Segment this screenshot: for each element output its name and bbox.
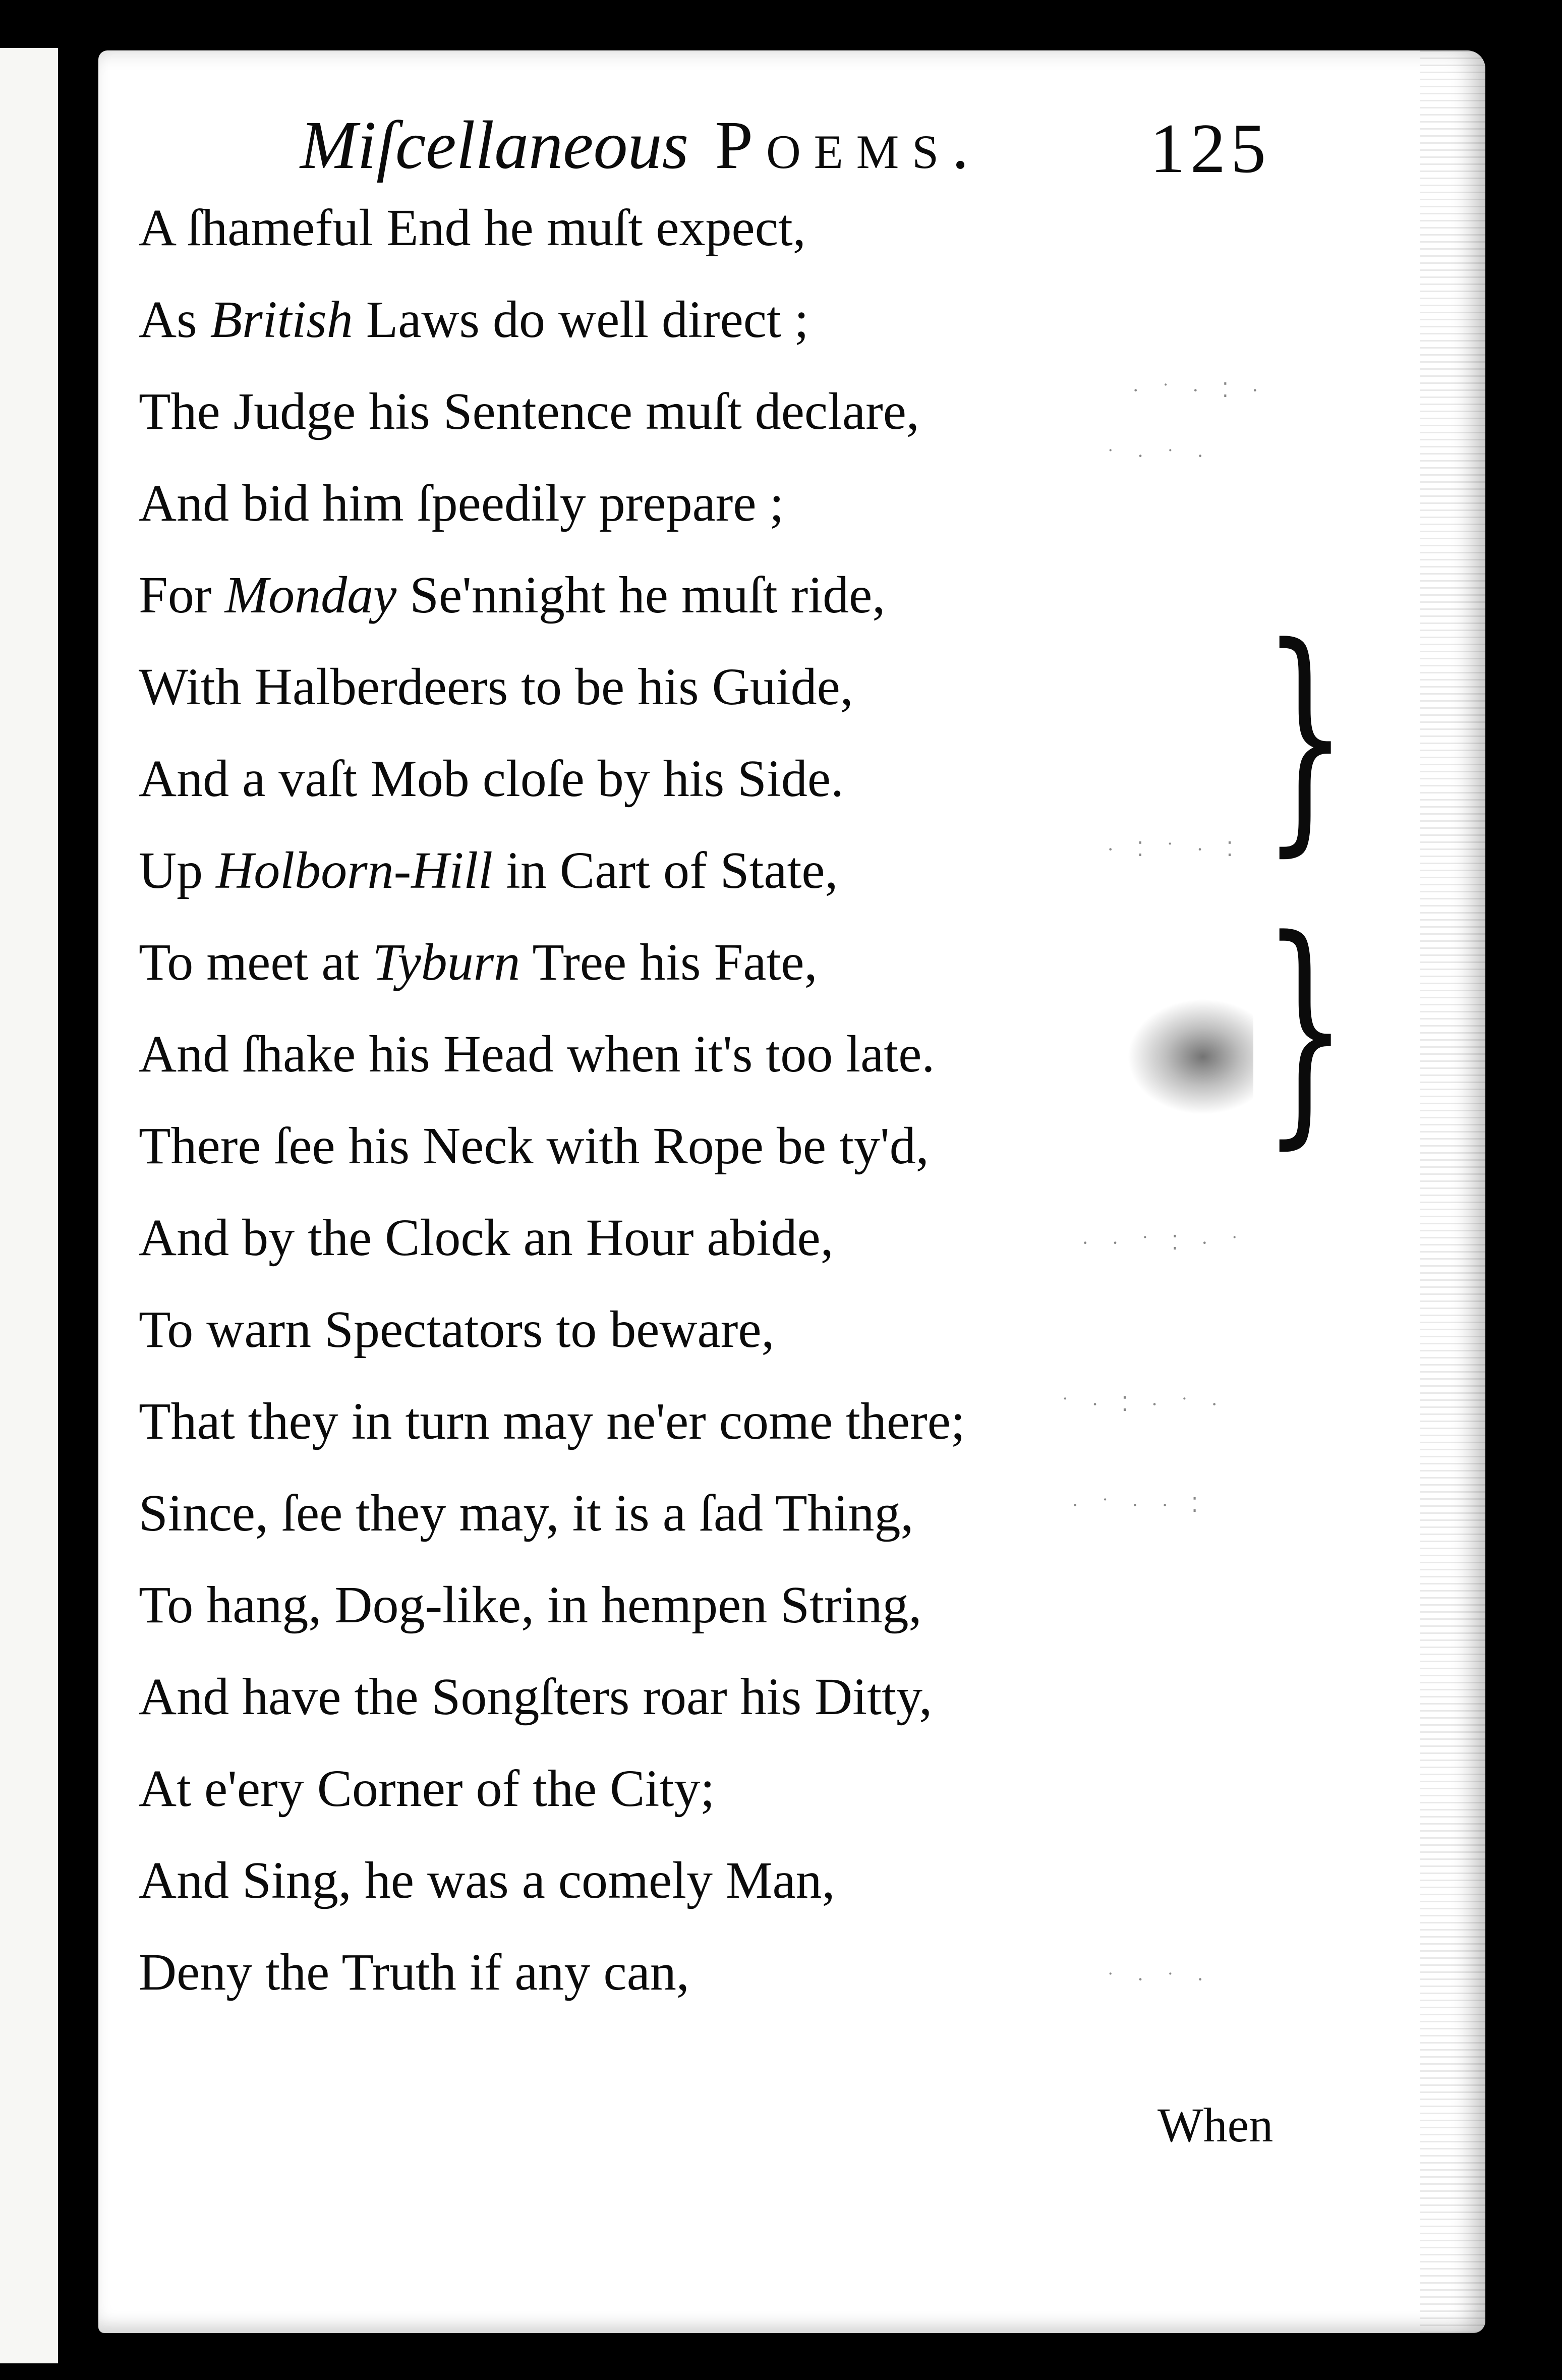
italic-name: British [210,291,353,349]
poem-line: And ſhake his Head when it's too late. [139,1025,935,1083]
italic-name: Monday [224,566,397,624]
poem-line: A ſhameful End he muſt expect, [139,199,806,257]
brace-icon: } [1262,595,1348,877]
poem-line: And bid him ſpeedily prepare ; [139,474,784,532]
running-title-italic: Miſcellaneous [300,107,689,183]
catchword: When [1158,2098,1274,2152]
poem-line: Up Holborn-Hill in Cart of State, [139,841,838,899]
poem-line: And by the Clock an Hour abide, [139,1209,834,1267]
poem-line: Deny the Truth if any can, [139,1943,689,2001]
scan-speckle: · · ˙ ⁚ · ˙ [1082,1231,1247,1254]
scan-speckle: ˙ · ⁚ · ˙ · [1062,1393,1227,1415]
previous-page-edge [0,48,58,2363]
gutter-shadow [58,0,98,2380]
poem-line: Since, ſee they may, it is a ſad Thing, [139,1484,914,1542]
scan-speckle: · ⁚ ˙ · ⁚ [1107,838,1242,861]
scan-speckle: ˙ · ˙ · [1107,1968,1213,1991]
poem-line: To warn Spectators to beware, [139,1300,775,1358]
poem-line: And a vaſt Mob cloſe by his Side. [139,750,844,808]
scan-speckle: · ˙ · · ⁚ [1072,1494,1207,1516]
poem-line: As British Laws do well direct ; [139,291,809,349]
poem-line: And have the Songſters roar his Ditty, [139,1668,933,1726]
scan-speckle: · ˙ · ⁚ · [1132,379,1267,402]
italic-name: Tyburn [372,933,520,991]
poem-line: The Judge his Sentence muſt declare, [139,382,919,440]
poem-line: To meet at Tyburn Tree his Fate, [139,933,818,991]
running-title-caps: Poems. [715,107,982,183]
poem-line: There ſee his Neck with Rope be ty'd, [139,1117,929,1175]
poem-line: And Sing, he was a comely Man, [139,1851,835,1909]
brace-icon: } [1262,888,1348,1170]
poem-line: That they in turn may ne'er come there; [139,1392,965,1450]
poem-line: To hang, Dog-like, in hempen String, [139,1576,922,1634]
poem-line: With Halberdeers to be his Guide, [139,658,853,716]
scan-speckle: ˙ · ˙ · [1107,444,1213,467]
poem-body [98,50,1485,2333]
poem-line: For Monday Se'nnight he muſt ride, [139,566,886,624]
ink-smudge [1127,999,1253,1115]
book-page [98,50,1485,2333]
poem-line: At e'ery Corner of the City; [139,1760,715,1818]
italic-name: Holborn-Hill [216,841,493,899]
page-number: 125 [1150,109,1271,188]
